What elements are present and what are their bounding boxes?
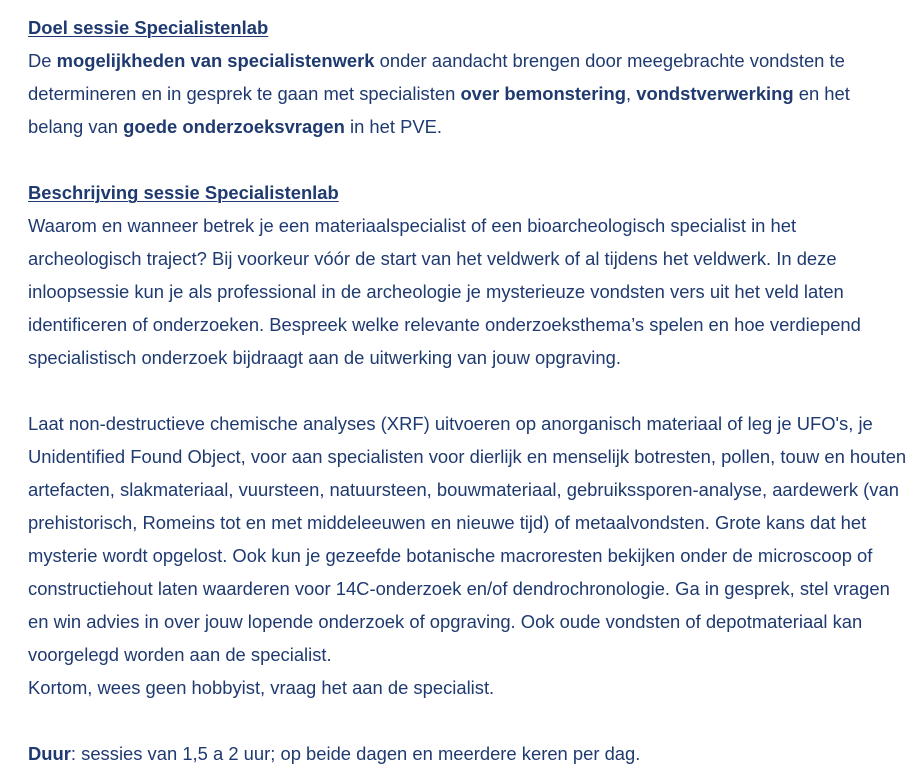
goal-heading: Doel sessie Specialistenlab	[28, 17, 269, 38]
goal-text-3: ,	[626, 83, 637, 104]
goal-paragraph	[28, 44, 908, 143]
description-paragraph-2-closing: Kortom, wees geen hobbyist, vraag het aan de specialist.	[28, 677, 495, 698]
duration-line	[28, 737, 908, 770]
goal-bold-2: over bemonstering	[460, 83, 626, 104]
goal-text-4: en het belang van	[28, 83, 850, 137]
goal-bold-3: vondstverwerking	[636, 83, 794, 104]
goal-text-5: in het PVE.	[344, 116, 443, 137]
duration-text: : sessies van 1,5 a 2 uur; op beide dagen en meerdere keren per dag.	[70, 743, 641, 764]
document-body	[28, 11, 908, 770]
goal-bold-4: goede onderzoeksvragen	[123, 116, 345, 137]
spacer	[28, 374, 908, 407]
spacer	[28, 143, 908, 176]
goal-bold-1: mogelijkheden van specialistenwerk	[56, 50, 375, 71]
description-paragraph-2: Laat non-destructieve chemische analyses (XRF) uitvoeren op anorganisch materiaal of leg je UFO's, je Unidentified Found Object, voor aan specialisten voor dierlijk en menselijk botresten, pollen, touw en houten artefacten, slakmateriaal, vuursteen, natuursteen, bouwmateriaal, gebruikssporen-analyse, aardewerk (van prehistorisch, Romeins tot en met middeleeuwen en nieuwe tijd) of metaalvondsten. Grote kans dat het mysterie wordt opgelost. Ook kun je gezeefde botanische macroresten bekijken onder de microscoop of constructiehout laten waarderen voor 14C-onderzoek en/of dendrochronologie. Ga in gesprek, stel vragen en win advies in over jouw lopende onderzoek of opgraving. Ook oude vondsten of depotmateriaal kan voorgelegd worden aan de specialist.	[28, 413, 907, 665]
goal-text-2: onder aandacht brengen door meegebrachte vondsten te determineren en in gesprek te gaan met specialisten	[28, 50, 845, 104]
spacer	[28, 704, 908, 737]
description-paragraph-1: Waarom en wanneer betrek je een materiaalspecialist of een bioarcheologisch specialist in het archeologisch traject? Bij voorkeur vóór de start van het veldwerk of al tijdens het veldwerk. In deze inloopsessie kun je als professional in de archeologie je mysterieuze vondsten vers uit het veld laten identificeren of onderzoeken. Bespreek welke relevante onderzoeksthema’s spelen en hoe verdiepend specialistisch onderzoek bijdraagt aan de uitwerking van jouw opgraving.	[28, 215, 861, 368]
goal-text-1: De	[28, 50, 57, 71]
duration-label: Duur	[28, 743, 71, 764]
description-heading: Beschrijving sessie Specialistenlab	[28, 182, 339, 203]
